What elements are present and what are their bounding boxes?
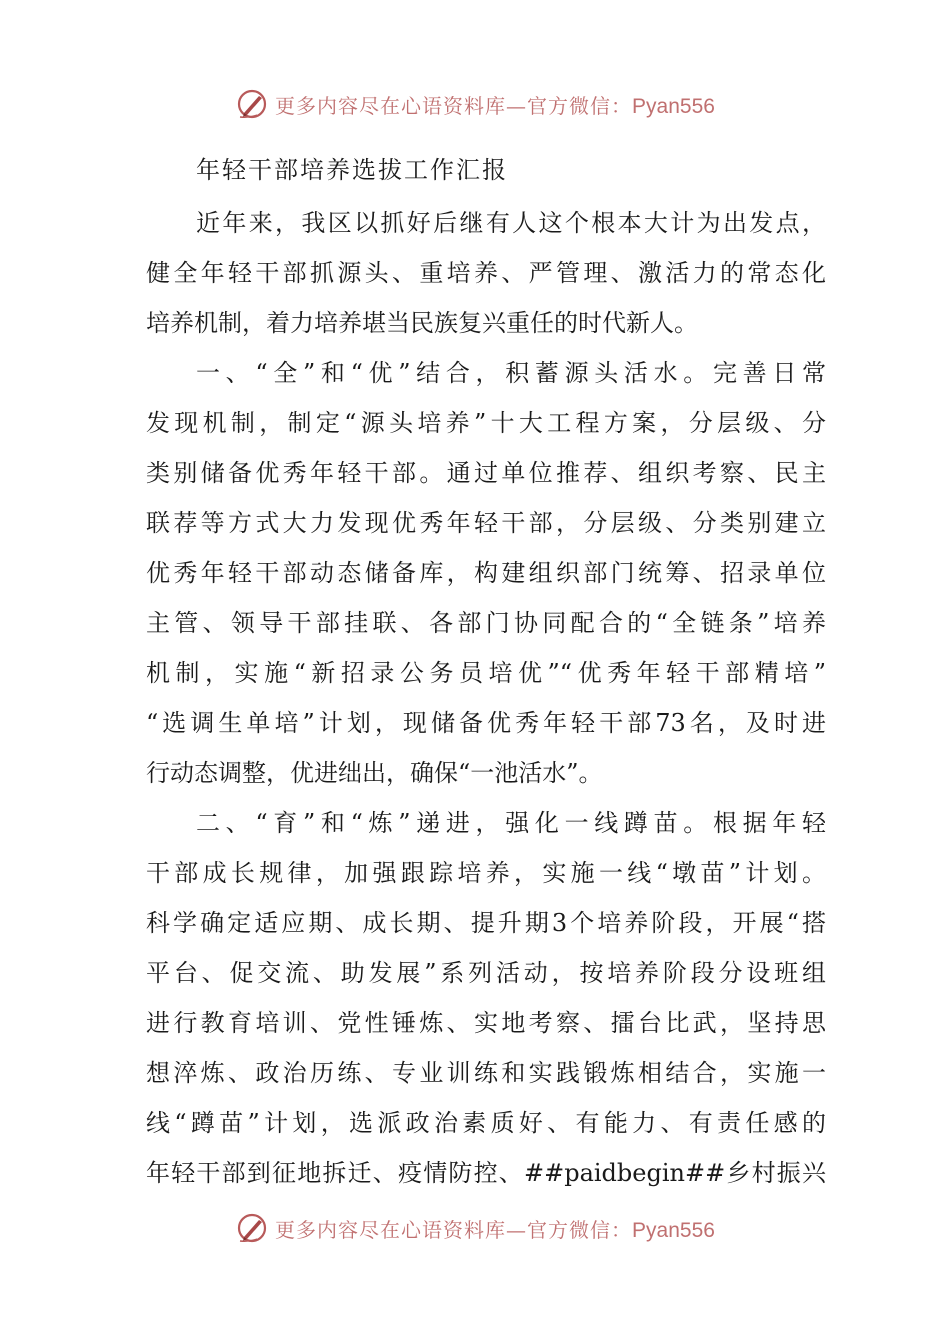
text-line: 一、“全”和“优”结合，积蓄源头活水。完善日常 — [196, 359, 826, 387]
watermark-header — [0, 84, 950, 124]
text-line: 平台、促交流、助发展”系列活动，按培养阶段分设班组 — [146, 959, 826, 987]
pen-circle-logo-icon — [235, 87, 269, 121]
text-line: 二、“育”和“炼”递进，强化一线蹲苗。根据年轻 — [196, 809, 826, 837]
text-line: 行动态调整，优进绌出，确保“一池活水”。 — [146, 759, 603, 787]
watermark-text: 更多内容尽在心语资料库—官方微信：Pyan556 — [275, 93, 715, 118]
text-line: 主管、领导干部挂联、各部门协同配合的“全链条”培养 — [146, 609, 826, 637]
text-line: 培养机制，着力培养堪当民族复兴重任的时代新人。 — [146, 309, 698, 337]
text-line: 发现机制，制定“源头培养”十大工程方案，分层级、分 — [146, 409, 826, 437]
text-line: 线“蹲苗”计划，选派政治素质好、有能力、有责任感的 — [146, 1109, 826, 1137]
text-line: 想淬炼、政治历练、专业训练和实践锻炼相结合，实施一 — [146, 1059, 826, 1087]
document-title: 年轻干部培养选拔工作汇报 — [196, 156, 508, 184]
text-line: 年轻干部到征地拆迁、疫情防控、##paidbegin##乡村振兴 — [146, 1159, 826, 1187]
text-line: 机制，实施“新招录公务员培优”“优秀年轻干部精培” — [146, 659, 826, 687]
text-line: 优秀年轻干部动态储备库，构建组织部门统筹、招录单位 — [146, 559, 826, 587]
text-line: 干部成长规律，加强跟踪培养，实施一线“墩苗”计划。 — [146, 859, 826, 887]
text-line: “选调生单培”计划，现储备优秀年轻干部73名，及时进 — [146, 709, 826, 737]
text-line: 联荐等方式大力发现优秀年轻干部，分层级、分类别建立 — [146, 509, 826, 537]
text-line: 近年来，我区以抓好后继有人这个根本大计为出发点， — [196, 209, 826, 237]
watermark-text: 更多内容尽在心语资料库—官方微信：Pyan556 — [275, 1217, 715, 1242]
watermark-footer — [0, 1208, 950, 1248]
watermark-wechat-id: Pyan556 — [632, 1218, 715, 1242]
text-line: 科学确定适应期、成长期、提升期3个培养阶段，开展“搭 — [146, 909, 826, 937]
text-line: 健全年轻干部抓源头、重培养、严管理、激活力的常态化 — [146, 259, 826, 287]
text-line: 进行教育培训、党性锤炼、实地考察、擂台比武，坚持思 — [146, 1009, 826, 1037]
text-line: 类别储备优秀年轻干部。通过单位推荐、组织考察、民主 — [146, 459, 826, 487]
watermark-wechat-id: Pyan556 — [632, 94, 715, 118]
document-body — [146, 198, 826, 1198]
pen-circle-logo-icon — [235, 1211, 269, 1245]
